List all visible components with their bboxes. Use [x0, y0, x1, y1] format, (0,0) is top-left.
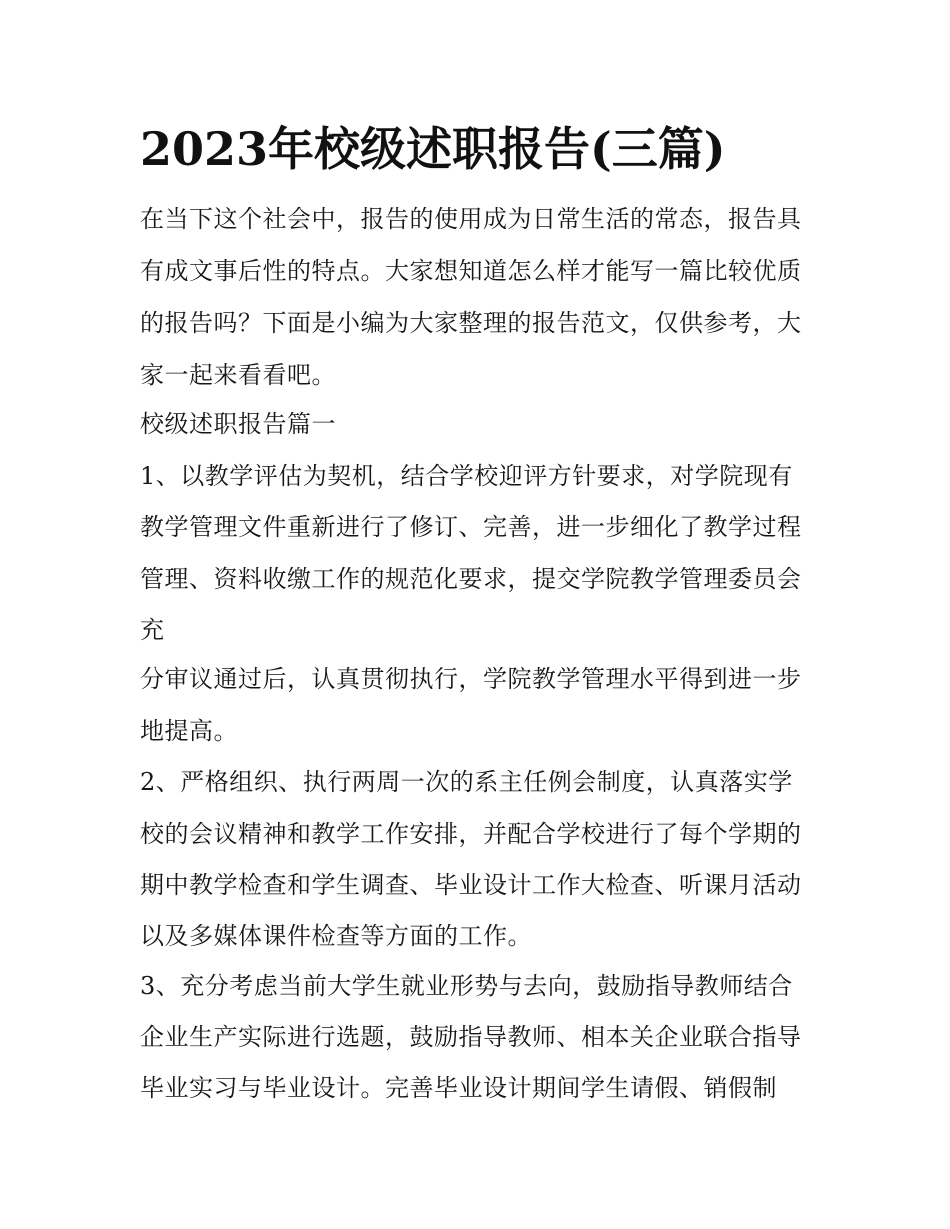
item-3-line-2: 企业生产实际进行选题，鼓励指导教师、相本关企业联合指导: [140, 1023, 802, 1051]
intro-line-2: 有成文事后性的特点。大家想知道怎么样才能写一篇比较优质: [140, 257, 802, 285]
item-1-line-5: 分审议通过后，认真贯彻执行，学院教学管理水平得到进一步: [140, 665, 802, 693]
item-2-line-2: 校的会议精神和教学工作安排，并配合学校进行了每个学期的: [140, 820, 802, 848]
intro-line-3: 的报告吗？下面是小编为大家整理的报告范文，仅供参考，大: [140, 309, 802, 337]
item-1-line-3: 管理、资料收缴工作的规范化要求，提交学院教学管理委员会: [140, 565, 802, 593]
item-1-line-4: 充: [140, 616, 165, 644]
intro-line-1: 在当下这个社会中，报告的使用成为日常生活的常态，报告具: [140, 205, 802, 233]
item-3-line-3: 毕业实习与毕业设计。完善毕业设计期间学生请假、销假制: [140, 1074, 777, 1102]
section-heading: 校级述职报告篇一: [140, 410, 336, 438]
document-title: 2023年校级述职报告(三篇): [140, 122, 726, 176]
item-1-line-2: 教学管理文件重新进行了修订、完善，进一步细化了教学过程: [140, 513, 802, 541]
item-3-line-1: 3、充分考虑当前大学生就业形势与去向，鼓励指导教师结合: [140, 972, 793, 1000]
item-1-line-6: 地提高。: [140, 717, 238, 745]
intro-line-4: 家一起来看看吧。: [140, 361, 336, 389]
item-1-line-1: 1、以教学评估为契机，结合学校迎评方针要求，对学院现有: [140, 462, 793, 490]
item-2-line-1: 2、严格组织、执行两周一次的系主任例会制度，认真落实学: [140, 768, 793, 796]
item-2-line-4: 以及多媒体课件检查等方面的工作。: [140, 922, 532, 950]
item-2-line-3: 期中教学检查和学生调查、毕业设计工作大检查、听课月活动: [140, 871, 802, 899]
